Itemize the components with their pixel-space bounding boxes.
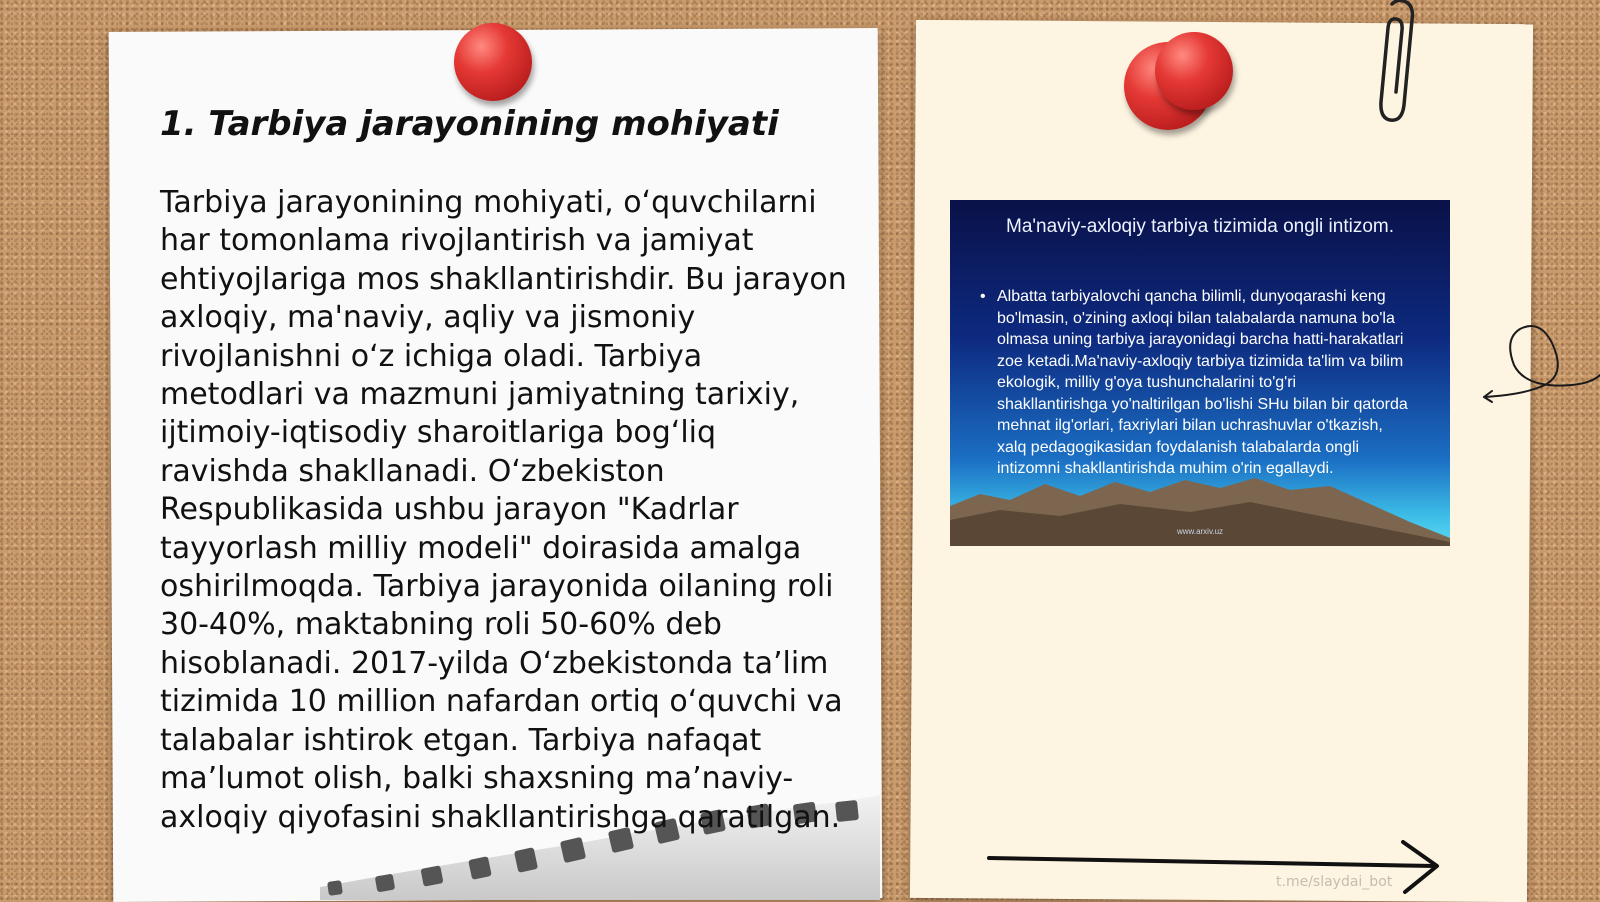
slide-title: Ma'naviy-axloqiy tarbiya tizimida ongli intizom. <box>1006 216 1394 237</box>
scribble-doodle-icon <box>1480 315 1600 405</box>
paper-clip-icon <box>1376 0 1420 125</box>
bullet-icon: • <box>980 288 986 305</box>
push-pin-icon <box>454 23 532 101</box>
slide-bullet-item <box>980 286 1410 480</box>
note-title: 1. Tarbiya jarayonining mohiyati <box>160 104 779 144</box>
slide-image <box>950 200 1450 546</box>
slide-bullet-text: Albatta tarbiyalovchi qancha bilimli, dunyoqarashi keng bo'lmasin, o'zining axloqi bilan talabalarda namuna bo'la olmasa uning tarbiya jarayonidagi barcha hatti-harakatlari zoe ketadi.Ma'naviy-axloqiy tarbiya tizimida ta'lim va bilim ekologik, milliy g'oya tushunchalarini to'g'ri shakllantirishga yo'naltirilgan bo'lishi SHu bilan bir qatorda mehnat ilg'orlari, faxriylari bilan uchrashuvlar o'tkazish, xalq pedagogikasidan foydalanish talabalarda ongli intizomni shakllantirishda muhim o'rin egallaydi. <box>997 288 1408 477</box>
note-body-text: Tarbiya jarayonining mohiyati, o‘quvchilarni har tomonlama rivojlantirish va jamiyat ehtiyojlariga mos shakllantirishdir. Bu jarayon axloqiy, ma'naviy, aqliy va jismoniy rivojlanishni o‘z ichiga oladi. Tarbiya metodlari va mazmuni jamiyatning tarixiy, ijtimoiy-iqtisodiy sharoitlariga bog‘liq ravishda shakllanadi. O‘zbekiston Respublikasida ushbu jarayon "Kadrlar tayyorlash milliy modeli" doirasida amalga oshirilmoqda. Tarbiya jarayonida oilaning roli 30-40%, maktabning roli 50-60% deb hisoblanadi. 2017-yilda O‘zbekistonda ta’lim tizimida 10 million nafardan ortiq o‘quvchi va talabalar ishtirok etgan. Tarbiya nafaqat ma’lumot olish, balki shaxsning ma’naviy-axloqiy qiyofasini shakllantirishga qaratilgan. <box>160 185 847 835</box>
watermark: t.me/slaydai_bot <box>1276 874 1393 890</box>
push-pin-icon <box>1155 32 1233 110</box>
slide-source-url: www.arxiv.uz <box>1176 527 1224 536</box>
